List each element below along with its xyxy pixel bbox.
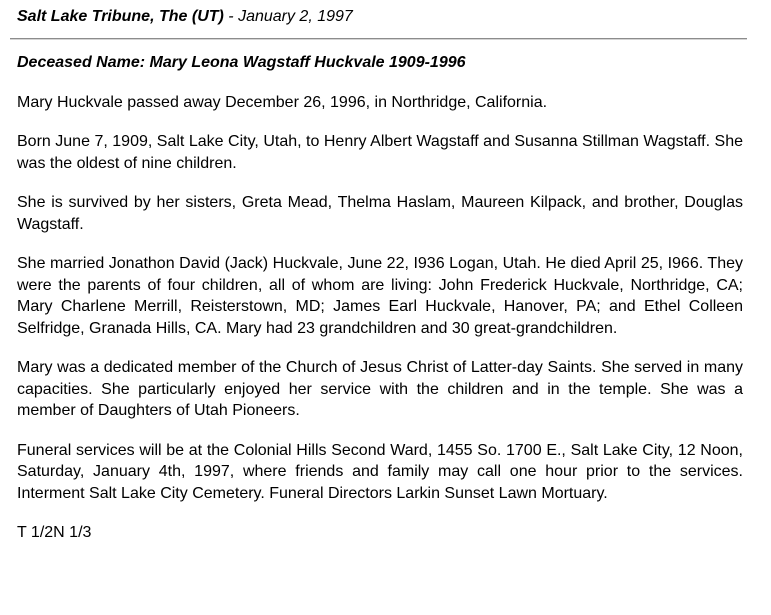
paragraph-survivors: She is survived by her sisters, Greta Mead, Thelma Haslam, Maureen Kilpack, and brother, Douglas Wagstaff. (17, 194, 743, 233)
paragraph-birth: Born June 7, 1909, Salt Lake City, Utah, to Henry Albert Wagstaff and Susanna Stillman Wagstaff. She was the oldest of nine children. (17, 133, 743, 172)
publication-date: January 2, 1997 (238, 8, 353, 25)
paragraph-church-service: Mary was a dedicated member of the Church of Jesus Christ of Latter-day Saints. She served in many capacities. She particularly enjoyed her service with the children and in the temple. She was a member of Daughters of Utah Pioneers. (17, 359, 743, 419)
paragraph-marriage-family: She married Jonathon David (Jack) Huckvale, June 22, I936 Logan, Utah. He died April 25, I966. They were the parents of four children, all of whom are living: John Frederick Huckvale, Northridge, CA; Mary Charlene Merrill, Reisterstown, MD; James Earl Huckvale, Hanover, PA; and Ethel Colleen Selfridge, Granada Hills, CA. Mary had 23 grandchildren and 30 great-grandchildren. (17, 255, 743, 337)
header-separator: - (223, 8, 239, 25)
paragraph-funeral: Funeral services will be at the Colonial Hills Second Ward, 1455 So. 1700 E., Salt Lake City, 12 Noon, Saturday, January 4th, 1997, where friends and family may call one hour prior to the services. Interment Salt Lake City Cemetery. Funeral Directors Larkin Sunset Lawn Mortuary. (17, 441, 743, 502)
paragraph-death-notice: Mary Huckvale passed away December 26, 1996, in Northridge, California. (17, 93, 548, 111)
obituary-article (17, 52, 743, 544)
footer-code: T 1/2N 1/3 (17, 524, 92, 541)
header-divider (10, 38, 747, 40)
deceased-name-heading: Deceased Name: Mary Leona Wagstaff Huckvale 1909-1996 (17, 54, 466, 71)
newspaper-name: Salt Lake Tribune, The (UT) (17, 8, 224, 25)
publication-header (17, 7, 353, 27)
